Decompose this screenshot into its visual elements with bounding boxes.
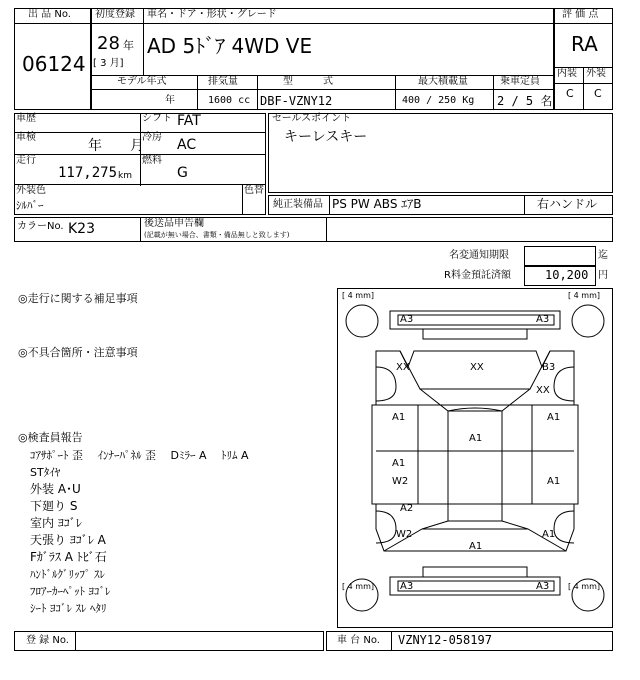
driving-notes-label: ◎走行に関する補足事項 <box>18 292 138 305</box>
name-change-label: 名変通知期限 <box>449 250 509 261</box>
damage-hood: XX <box>470 362 484 373</box>
damage-right-front-fender-2: XX <box>536 385 550 396</box>
model-year-unit: 年 <box>165 95 175 106</box>
damage-left-front-fender: XX <box>396 362 410 373</box>
overall-grade: RA <box>571 32 598 56</box>
inspector-line: STﾀｲﾔ <box>30 466 61 479</box>
car-name-label: 車名・ドア・形状・グレード <box>147 9 277 20</box>
lot-number: 06124 <box>22 52 86 76</box>
inspector-line: ｼｰﾄ ﾖｺﾞﾚ ｽﾚ ﾍﾀﾘ <box>30 602 107 615</box>
damage-rear-bumper-right: A3 <box>536 581 550 592</box>
docs-label: 後送品申告欄 <box>144 218 204 229</box>
damage-back-door: A1 <box>469 541 483 552</box>
aircon-value: AC <box>177 137 197 153</box>
tire-depth-rear-right: [ 4 mm] <box>568 582 601 591</box>
damage-roof: A1 <box>469 433 483 444</box>
shift-value: FAT <box>177 113 201 129</box>
damage-diagram <box>337 288 613 628</box>
inspector-report-label: ◎検査員報告 <box>18 431 83 444</box>
registration-year: 28 <box>97 33 120 54</box>
steering-value: 右ハンドル <box>537 197 598 211</box>
docs-note: (記載が無い場合、書類・備品無しと致します) <box>144 231 290 239</box>
inspector-line: 下廻り S <box>30 499 78 513</box>
mileage-value: 117,275 <box>58 165 118 181</box>
damage-front-bumper-right: A3 <box>536 314 550 325</box>
damage-left-rear-door-2: W2 <box>392 476 409 487</box>
model-code: DBF-VZNY12 <box>260 94 333 108</box>
damage-right-front-fender: B3 <box>542 362 556 373</box>
damage-left-front-door: A1 <box>392 412 406 423</box>
inspector-report-lines <box>30 447 249 617</box>
tire-depth-front-right: [ 4 mm] <box>568 291 601 300</box>
color-no-label: カラーNo. <box>17 221 64 232</box>
equipment-label: 純正装備品 <box>273 199 323 210</box>
tire-depth-rear-left: [ 4 mm] <box>342 582 375 591</box>
inspector-line: ｺｱｻﾎﾟｰﾄ 歪 ｲﾝﾅｰﾊﾟﾈﾙ 歪 Dﾐﾗｰ A ﾄﾘﾑ A <box>30 449 249 462</box>
damage-right-rear-door: A1 <box>547 476 561 487</box>
displacement-label: 排気量 <box>208 76 238 87</box>
type-label: 型 式 <box>283 76 333 87</box>
exterior-label: 外装 <box>586 68 606 79</box>
inspector-line: 室内 ﾖｺﾞﾚ <box>30 516 82 530</box>
inspector-line: 外装 A･U <box>30 482 81 496</box>
inspector-line: Fｶﾞﾗｽ A ﾄﾋﾞ石 <box>30 550 107 564</box>
history-label: 車歴 <box>16 113 36 124</box>
capacity-label: 乗車定員 <box>500 76 540 87</box>
sales-point-label: セールスポイント <box>272 113 352 124</box>
exterior-grade: C <box>594 87 602 100</box>
sales-point-value: キーレスキー <box>284 129 368 145</box>
first-registration-label: 初度登録 <box>95 9 135 20</box>
name-change-box <box>524 246 596 266</box>
registration-month: [ 3 月] <box>93 58 124 69</box>
color-value: ｼﾙﾊﾞｰ <box>16 199 44 212</box>
damage-front-bumper-left: A3 <box>400 314 414 325</box>
inspection-value: 年 月 <box>88 138 144 154</box>
aircon-label: 冷房 <box>142 132 162 143</box>
recycle-amount: 10,200 <box>545 268 589 282</box>
mileage-label: 走行 <box>16 155 36 166</box>
equipment-value: PS PW ABS ｴｱB <box>332 197 422 211</box>
tire-depth-front-left: [ 4 mm] <box>342 291 375 300</box>
details-grid <box>14 113 266 215</box>
chassis-no-value: VZNY12-058197 <box>398 633 492 647</box>
registration-no-label: 登 録 No. <box>26 635 69 646</box>
grade-box <box>554 8 613 110</box>
damage-right-quarter: A1 <box>542 529 556 540</box>
shift-label: シフト <box>142 113 172 124</box>
max-load-label: 最大積載量 <box>418 76 468 87</box>
mileage-unit: km <box>118 171 132 181</box>
damage-left-quarter-2: W2 <box>396 529 413 540</box>
name-change-unit: 迄 <box>598 250 608 261</box>
recycle-label: R料金預託済額 <box>444 270 511 281</box>
color-label: 外装色 <box>16 185 46 196</box>
damage-left-rear-door: A1 <box>392 458 406 469</box>
inspector-line: ﾌﾛｱｰｶｰﾍﾟｯﾄ ﾖｺﾞﾚ <box>30 585 111 598</box>
interior-label: 内装 <box>557 68 577 79</box>
sales-point-box <box>268 113 613 193</box>
fuel-label: 燃料 <box>142 155 162 166</box>
defects-label: ◎不具合箇所・注意事項 <box>18 346 138 359</box>
model-year-label: モデル年式 <box>117 76 167 87</box>
displacement-value: 1600 cc <box>208 95 251 106</box>
recycle-unit: 円 <box>598 270 608 281</box>
damage-left-quarter: A2 <box>400 503 414 514</box>
grade-label: 評 価 点 <box>562 9 599 20</box>
inspection-label: 車検 <box>16 132 36 143</box>
damage-right-front-door: A1 <box>547 412 561 423</box>
color-no-box <box>14 217 613 242</box>
inspector-line: ﾊﾝﾄﾞﾙｸﾞﾘｯﾌﾟ ｽﾚ <box>30 568 105 581</box>
capacity-value: 2 / 5 名 <box>497 94 553 108</box>
max-load-value: 400 / 250 Kg <box>402 95 475 106</box>
damage-rear-bumper-left: A3 <box>400 581 414 592</box>
color-no-value: K23 <box>68 221 95 237</box>
car-outline-diagram <box>338 289 612 627</box>
fuel-value: G <box>177 165 188 181</box>
car-name: AD 5ﾄﾞｱ 4WD VE <box>147 34 313 58</box>
year-unit: 年 <box>123 39 134 52</box>
color-change-label: 色替 <box>244 185 264 196</box>
inspector-line: 天張り ﾖｺﾞﾚ A <box>30 533 106 547</box>
lot-label: 出 品 No. <box>28 9 71 20</box>
chassis-no-label: 車 台 No. <box>337 635 380 646</box>
interior-grade: C <box>566 87 574 100</box>
